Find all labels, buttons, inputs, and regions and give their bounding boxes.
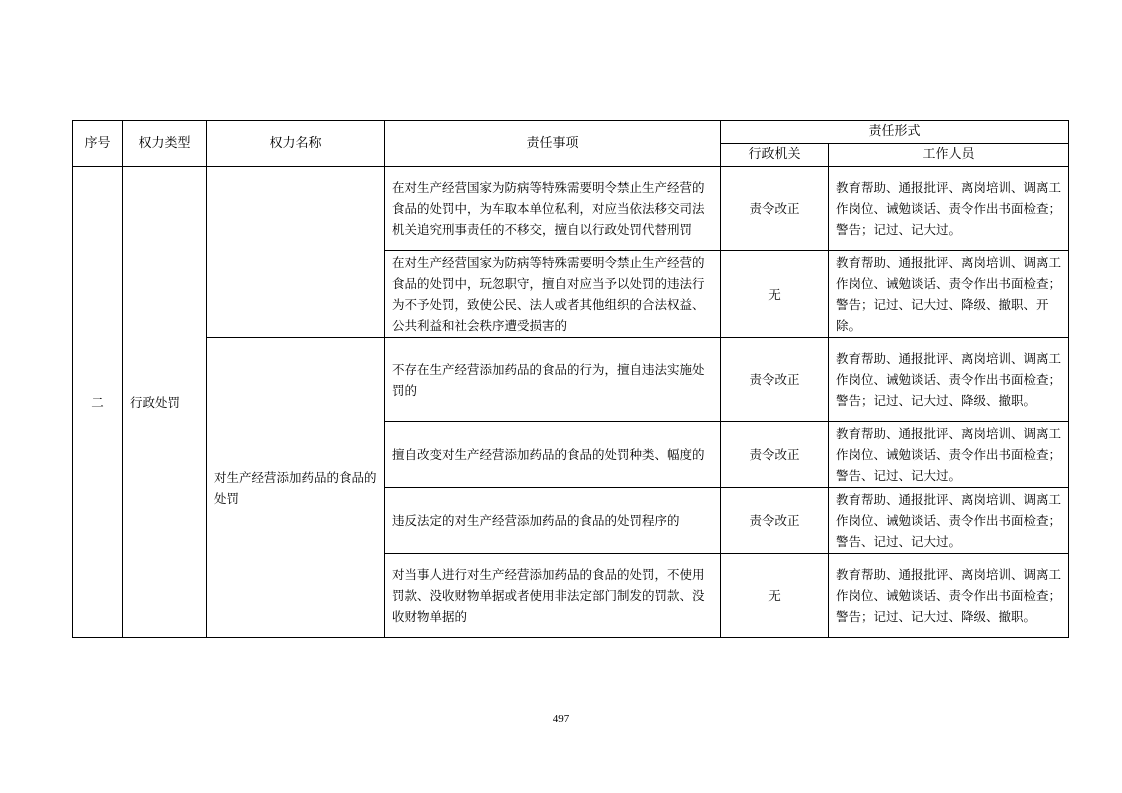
power-name-cell-group1	[207, 167, 385, 338]
header-staff: 工作人员	[829, 144, 1069, 167]
responsibility-item-cell: 不存在生产经营添加药品的食品的行为，擅自违法实施处罚的	[385, 338, 721, 422]
staff-cell: 教育帮助、通报批评、离岗培训、调离工作岗位、诫勉谈话、责令作出书面检查；警告、记过、记大过。	[829, 422, 1069, 488]
admin-organ-cell: 责令改正	[721, 338, 829, 422]
responsibility-item-cell: 违反法定的对生产经营添加药品的食品的处罚程序的	[385, 488, 721, 554]
admin-organ-cell: 无	[721, 251, 829, 338]
seq-cell: 二	[73, 167, 123, 638]
admin-organ-cell: 责令改正	[721, 422, 829, 488]
staff-cell: 教育帮助、通报批评、离岗培训、调离工作岗位、诫勉谈话、责令作出书面检查；警告；记过、记大过、降级、撤职、开除。	[829, 251, 1069, 338]
power-type-cell: 行政处罚	[123, 167, 207, 638]
staff-cell: 教育帮助、通报批评、离岗培训、调离工作岗位、诫勉谈话、责令作出书面检查；警告；记过、记大过、降级、撤职。	[829, 338, 1069, 422]
page-number: 497	[552, 713, 570, 725]
admin-organ-cell: 责令改正	[721, 167, 829, 251]
admin-organ-cell: 责令改正	[721, 488, 829, 554]
power-name-cell-group2: 对生产经营添加药品的食品的处罚	[207, 338, 385, 638]
staff-cell: 教育帮助、通报批评、离岗培训、调离工作岗位、诫勉谈话、责令作出书面检查；警告；记过、记大过、降级、撤职。	[829, 554, 1069, 638]
header-power-name: 权力名称	[207, 121, 385, 167]
responsibility-item-cell: 对当事人进行对生产经营添加药品的食品的处罚，不使用罚款、没收财物单据或者使用非法定部门制发的罚款、没收财物单据的	[385, 554, 721, 638]
header-power-type: 权力类型	[123, 121, 207, 167]
header-admin-organ: 行政机关	[721, 144, 829, 167]
responsibility-item-cell: 在对生产经营国家为防病等特殊需要明令禁止生产经营的食品的处罚中，玩忽职守，擅自对应当予以处罚的违法行为不予处罚，致使公民、法人或者其他组织的合法权益、公共利益和社会秩序遭受损害的	[385, 251, 721, 338]
table-row	[73, 338, 1069, 422]
responsibility-table	[72, 120, 1069, 638]
staff-cell: 教育帮助、通报批评、离岗培训、调离工作岗位、诫勉谈话、责令作出书面检查；警告；记过、记大过。	[829, 167, 1069, 251]
staff-cell: 教育帮助、通报批评、离岗培训、调离工作岗位、诫勉谈话、责令作出书面检查；警告、记过、记大过。	[829, 488, 1069, 554]
responsibility-item-cell: 擅自改变对生产经营添加药品的食品的处罚种类、幅度的	[385, 422, 721, 488]
responsibility-item-cell: 在对生产经营国家为防病等特殊需要明令禁止生产经营的食品的处罚中，为车取本单位私利，对应当依法移交司法机关追究刑事责任的不移交，擅自以行政处罚代替刑罚	[385, 167, 721, 251]
header-responsibility-form: 责任形式	[721, 121, 1069, 144]
header-responsibility-item: 责任事项	[385, 121, 721, 167]
header-seq: 序号	[73, 121, 123, 167]
table-row	[73, 167, 1069, 251]
admin-organ-cell: 无	[721, 554, 829, 638]
